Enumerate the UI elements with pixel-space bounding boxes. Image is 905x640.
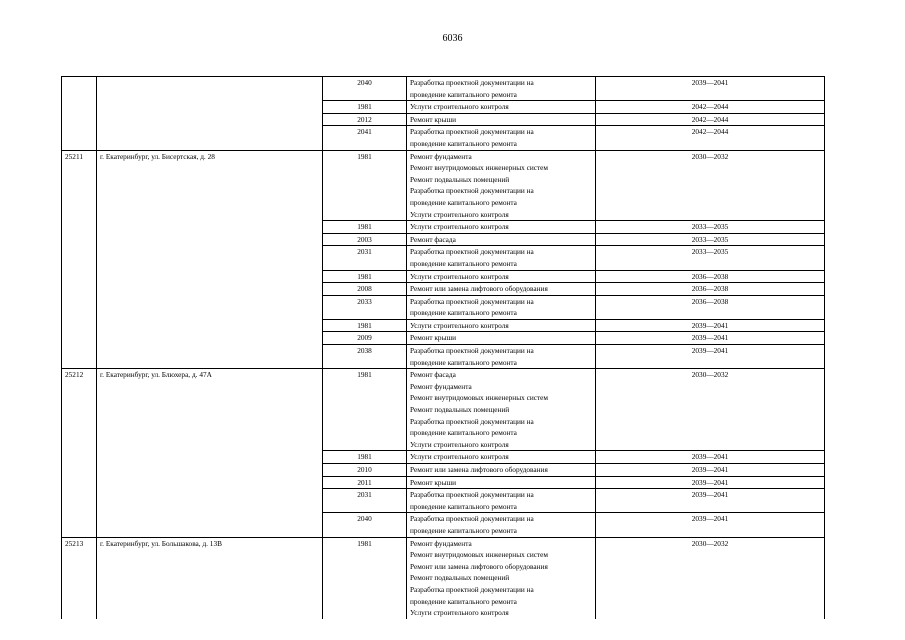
- planned-period-cell: 2039—2041: [596, 464, 825, 477]
- planned-period-cell: 2039—2041: [596, 345, 825, 369]
- work-type-line: Ремонт внутридомовых инженерных систем: [410, 393, 549, 403]
- planned-period-cell: 2030—2032: [596, 537, 825, 619]
- work-type-cell: [407, 126, 596, 150]
- work-type-cell: [407, 283, 596, 296]
- planned-period-cell: 2042—2044: [596, 126, 825, 150]
- work-type-line: Ремонт подвальных помещений: [410, 174, 510, 184]
- work-type-line: Ремонт подвальных помещений: [410, 573, 510, 583]
- year-cell: 2011: [323, 476, 407, 489]
- work-type-line: Ремонт фасада: [410, 234, 456, 244]
- planned-period-cell: 2030—2032: [596, 369, 825, 451]
- work-type-line: Услуги строительного контроля: [410, 209, 509, 219]
- planned-period-cell: 2039—2041: [596, 489, 825, 513]
- planned-period-cell: 2039—2041: [596, 77, 825, 101]
- work-type-line: Разработка проектной документации на: [410, 416, 534, 426]
- building-number-cell: 25213: [62, 537, 97, 619]
- work-type-cell: [407, 369, 596, 451]
- year-cell: 2031: [323, 246, 407, 270]
- planned-period-cell: 2036—2038: [596, 295, 825, 319]
- planned-period-cell: 2036—2038: [596, 283, 825, 296]
- work-type-line: Ремонт внутридомовых инженерных систем: [410, 163, 549, 173]
- work-type-line: проведение капитального ремонта: [410, 357, 517, 367]
- year-cell: 1981: [323, 150, 407, 221]
- year-cell: 2003: [323, 233, 407, 246]
- year-cell: 1981: [323, 221, 407, 234]
- planned-period-cell: 2039—2041: [596, 332, 825, 345]
- work-type-line: Разработка проектной документации на: [410, 186, 534, 196]
- work-type-line: Разработка проектной документации на: [410, 514, 534, 524]
- work-type-cell: [407, 270, 596, 283]
- year-cell: 2009: [323, 332, 407, 345]
- work-type-line: Ремонт фундамента: [410, 151, 472, 161]
- work-type-line: Услуги строительного контроля: [410, 452, 509, 462]
- work-type-cell: [407, 101, 596, 114]
- table-row: [62, 150, 825, 221]
- year-cell: 2040: [323, 77, 407, 101]
- work-type-cell: [407, 113, 596, 126]
- work-type-line: проведение капитального ремонта: [410, 89, 517, 99]
- table-body: [62, 77, 825, 619]
- work-type-cell: [407, 77, 596, 101]
- work-type-line: Ремонт или замена лифтового оборудования: [410, 465, 548, 474]
- work-type-line: проведение капитального ремонта: [410, 428, 517, 438]
- planned-period-cell: 2042—2044: [596, 113, 825, 126]
- work-type-line: Разработка проектной документации на: [410, 78, 534, 87]
- work-type-cell: [407, 464, 596, 477]
- work-type-line: проведение капитального ремонта: [410, 501, 517, 511]
- work-type-line: Ремонт или замена лифтового оборудования: [410, 561, 548, 571]
- work-type-line: Услуги строительного контроля: [410, 439, 509, 449]
- work-type-line: проведение капитального ремонта: [410, 138, 517, 148]
- page-number: 6036: [442, 33, 463, 44]
- planned-period-cell: 2042—2044: [596, 101, 825, 114]
- year-cell: 2012: [323, 113, 407, 126]
- planned-period-cell: 2033—2035: [596, 233, 825, 246]
- planned-period-cell: 2033—2035: [596, 221, 825, 234]
- work-type-line: Ремонт крыши: [410, 114, 457, 124]
- table-row: [62, 369, 825, 451]
- building-number-cell: 25211: [62, 150, 97, 369]
- work-type-cell: [407, 150, 596, 221]
- year-cell: 1981: [323, 369, 407, 451]
- work-type-line: Разработка проектной документации на: [410, 346, 534, 356]
- planned-period-cell: 2039—2041: [596, 513, 825, 537]
- work-type-cell: [407, 319, 596, 332]
- building-address-cell: г. Екатеринбург, ул. Бисертская, д. 28: [97, 150, 323, 369]
- planned-period-cell: 2036—2038: [596, 270, 825, 283]
- work-type-cell: [407, 332, 596, 345]
- work-type-line: Ремонт фасада: [410, 370, 456, 380]
- year-cell: 1981: [323, 537, 407, 619]
- work-type-line: Ремонт или замена лифтового оборудования: [410, 284, 548, 294]
- work-type-line: проведение капитального ремонта: [410, 308, 517, 318]
- work-type-line: проведение капитального ремонта: [410, 525, 517, 535]
- year-cell: 2041: [323, 126, 407, 150]
- year-cell: 1981: [323, 270, 407, 283]
- work-type-cell: [407, 476, 596, 489]
- year-cell: 2038: [323, 345, 407, 369]
- work-type-line: Услуги строительного контроля: [410, 271, 509, 281]
- work-type-line: Ремонт фундамента: [410, 381, 472, 391]
- work-type-cell: [407, 246, 596, 270]
- table-row: [62, 537, 825, 619]
- planned-period-cell: 2039—2041: [596, 319, 825, 332]
- work-type-line: Разработка проектной документации на: [410, 584, 534, 594]
- work-type-line: Разработка проектной документации на: [410, 247, 534, 257]
- work-type-line: Разработка проектной документации на: [410, 490, 534, 500]
- repair-schedule-table: [61, 76, 825, 619]
- year-cell: 1981: [323, 451, 407, 464]
- year-cell: 1981: [323, 319, 407, 332]
- work-type-cell: [407, 345, 596, 369]
- work-type-line: проведение капитального ремонта: [410, 197, 517, 207]
- work-type-cell: [407, 221, 596, 234]
- planned-period-cell: 2033—2035: [596, 246, 825, 270]
- work-type-line: Услуги строительного контроля: [410, 102, 509, 112]
- work-type-line: Ремонт фундамента: [410, 538, 472, 548]
- planned-period-cell: 2039—2041: [596, 476, 825, 489]
- work-type-line: Услуги строительного контроля: [410, 320, 509, 330]
- work-type-cell: [407, 489, 596, 513]
- work-type-line: Ремонт подвальных помещений: [410, 405, 510, 415]
- year-cell: 2010: [323, 464, 407, 477]
- work-type-line: Услуги строительного контроля: [410, 608, 509, 618]
- work-type-line: Ремонт крыши: [410, 477, 457, 487]
- building-address-cell: [97, 77, 323, 151]
- work-type-cell: [407, 295, 596, 319]
- building-number-cell: 25212: [62, 369, 97, 537]
- work-type-line: Ремонт крыши: [410, 333, 457, 343]
- work-type-cell: [407, 513, 596, 537]
- building-number-cell: [62, 77, 97, 151]
- work-type-cell: [407, 537, 596, 619]
- work-type-line: Разработка проектной документации на: [410, 127, 534, 137]
- building-address-cell: г. Екатеринбург, ул. Блюхера, д. 47А: [97, 369, 323, 537]
- work-type-line: Разработка проектной документации на: [410, 296, 534, 306]
- year-cell: 2040: [323, 513, 407, 537]
- work-type-cell: [407, 233, 596, 246]
- year-cell: 1981: [323, 101, 407, 114]
- work-type-line: Услуги строительного контроля: [410, 222, 509, 232]
- planned-period-cell: 2030—2032: [596, 150, 825, 221]
- year-cell: 2008: [323, 283, 407, 296]
- work-type-cell: [407, 451, 596, 464]
- work-type-line: Ремонт внутридомовых инженерных систем: [410, 550, 549, 560]
- table-row: [62, 77, 825, 101]
- work-type-line: проведение капитального ремонта: [410, 596, 517, 606]
- year-cell: 2033: [323, 295, 407, 319]
- work-type-line: проведение капитального ремонта: [410, 258, 517, 268]
- planned-period-cell: 2039—2041: [596, 451, 825, 464]
- building-address-cell: г. Екатеринбург, ул. Большакова, д. 13В: [97, 537, 323, 619]
- year-cell: 2031: [323, 489, 407, 513]
